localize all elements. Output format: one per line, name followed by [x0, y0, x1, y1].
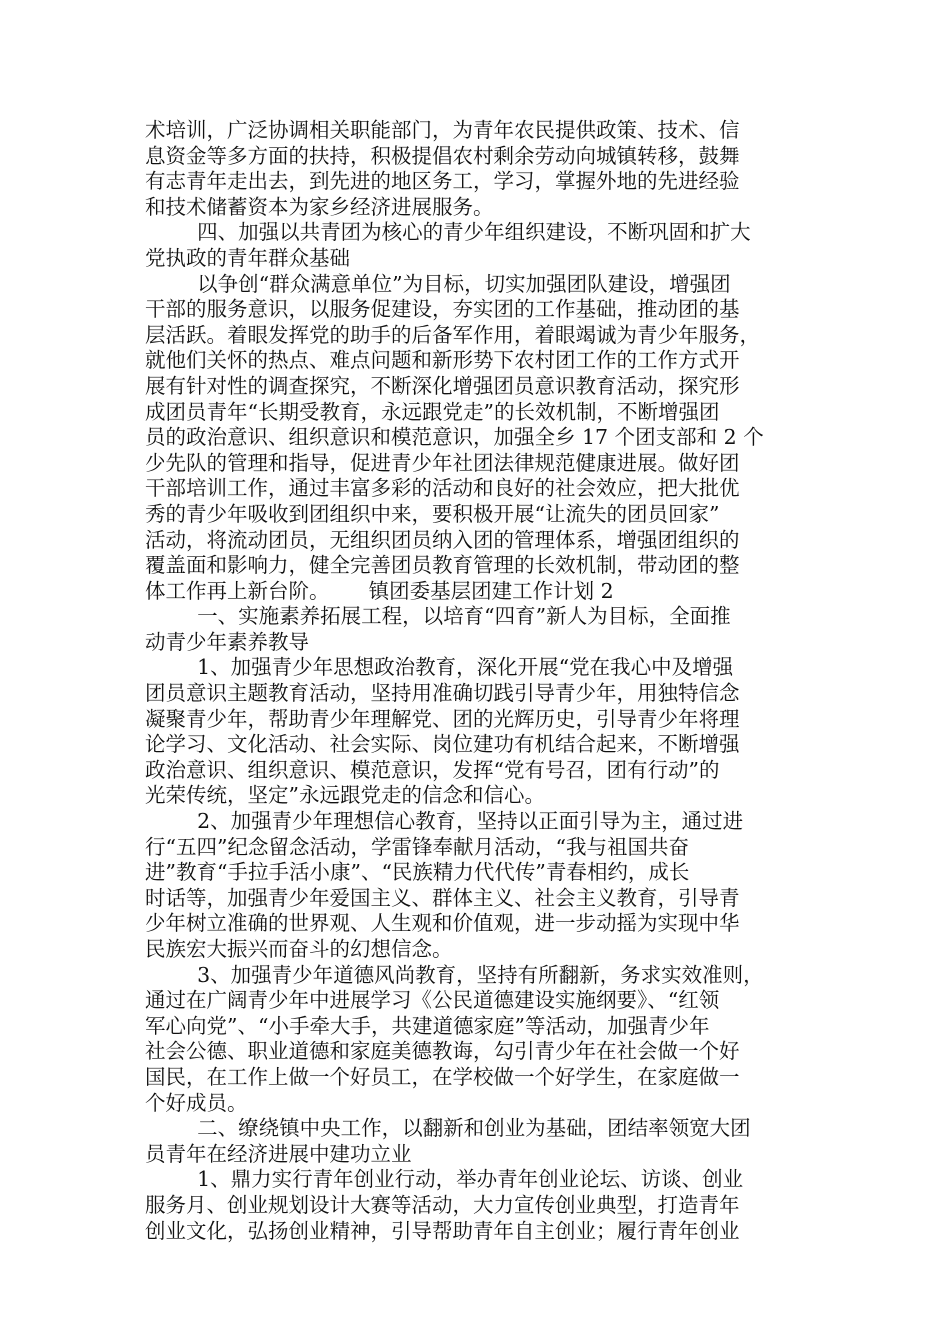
text-line: 少年树立准确的世界观、人生观和价值观，进一步动摇为实现中华	[145, 911, 740, 936]
text-line: 军心向党”、“小手牵大手，共建道德家庭”等活动，加强青少年	[145, 1013, 710, 1038]
text-line: 3、加强青少年道德风尚教育，坚持有所翻新，务求实效准则，	[145, 962, 764, 987]
text-line: 创业文化，弘扬创业精神，引导帮助青年自主创业；履行青年创业	[145, 1218, 740, 1243]
text-line: 通过在广阔青少年中进展学习《公民道德建设实施纲要》、“红领	[145, 988, 720, 1013]
text-line: 动青少年素养教导	[145, 629, 309, 654]
text-line: 息资金等多方面的扶持，积极提倡农村剩余劳动向城镇转移，鼓舞	[145, 143, 740, 168]
text-line: 员青年在经济进展中建功立业	[145, 1141, 412, 1166]
text-line: 术培训，广泛协调相关职能部门，为青年农民提供政策、技术、信	[145, 118, 740, 142]
text-line: 有志青年走出去，到先进的地区务工，学习，掌握外地的先进经验	[145, 169, 740, 194]
text-line: 干部培训工作，通过丰富多彩的活动和良好的社会效应，把大批优	[145, 476, 740, 501]
text-line: 体工作再上新台阶。 镇团委基层团建工作计划 2	[145, 578, 614, 603]
text-line: 以争创“群众满意单位”为目标，切实加强团队建设，增强团	[145, 271, 731, 296]
text-line: 少先队的管理和指导，促进青少年社团法律规范健康进展。做好团	[145, 450, 740, 475]
text-line: 党执政的青年群众基础	[145, 245, 350, 270]
text-line: 光荣传统，坚定”永远跟党走的信念和信心。	[145, 783, 545, 808]
text-line: 二、缭绕镇中央工作，以翻新和创业为基础，团结率领宽大团	[145, 1116, 751, 1141]
text-line: 活动，将流动团员，无组织团员纳入团的管理体系，增强团组织的	[145, 527, 740, 552]
text-line: 秀的青少年吸收到团组织中来，要积极开展“让流失的团员回家”	[145, 501, 720, 526]
text-line: 和技术储蓄资本为家乡经济进展服务。	[145, 194, 494, 219]
text-line: 时话等，加强青少年爱国主义、群体主义、社会主义教育，引导青	[145, 885, 740, 910]
text-line: 论学习、文化活动、社会实际、岗位建功有机结合起来，不断增强	[145, 732, 740, 757]
text-line: 行“五四”纪念留念活动，学雷锋奉献月活动，“我与祖国共奋	[145, 834, 689, 859]
text-line: 进”教育“手拉手活小康”、“民族精力代代传”青春相约，成长	[145, 860, 690, 885]
text-line: 层活跃。着眼发挥党的助手的后备军作用，着眼竭诚为青少年服务，	[145, 322, 760, 347]
document-body	[145, 118, 810, 1244]
text-line: 社会公德、职业道德和家庭美德教诲，勾引青少年在社会做一个好	[145, 1039, 740, 1064]
text-line: 1、加强青少年思想政治教育，深化开展“党在我心中及增强	[145, 655, 734, 680]
text-line: 四、加强以共青团为核心的青少年组织建设，不断巩固和扩大	[145, 220, 751, 245]
text-line: 团员意识主题教育活动，坚持用准确切践引导青少年，用独特信念	[145, 681, 740, 706]
text-line: 一、实施素养拓展工程，以培育“四育”新人为目标，全面推	[145, 604, 731, 629]
text-line: 就他们关怀的热点、难点问题和新形势下农村团工作的工作方式开	[145, 348, 740, 373]
text-line: 覆盖面和影响力，健全完善团员教育管理的长效机制，带动团的整	[145, 553, 740, 578]
text-line: 1、鼎力实行青年创业行动，举办青年创业论坛、访谈、创业	[145, 1167, 744, 1192]
text-line: 服务月、创业规划设计大赛等活动，大力宣传创业典型，打造青年	[145, 1192, 740, 1217]
text-line: 员的政治意识、组织意识和模范意识，加强全乡 17 个团支部和 2 个	[145, 425, 764, 450]
text-line: 民族宏大振兴而奋斗的幻想信念。	[145, 937, 453, 961]
text-line: 2、加强青少年理想信心教育，坚持以正面引导为主，通过进	[145, 809, 744, 834]
text-line: 国民，在工作上做一个好员工，在学校做一个好学生，在家庭做一	[145, 1064, 740, 1089]
text-line: 凝聚青少年，帮助青少年理解党、团的光辉历史，引导青少年将理	[145, 706, 740, 731]
text-line: 展有针对性的调查探究，不断深化增强团员意识教育活动，探究形	[145, 373, 740, 398]
text-line: 政治意识、组织意识、模范意识，发挥“党有号召，团有行动”的	[145, 757, 720, 782]
text-line: 干部的服务意识，以服务促建设，夯实团的工作基础，推动团的基	[145, 297, 740, 322]
text-line: 成团员青年“长期受教育，永远跟党走”的长效机制，不断增强团	[145, 399, 720, 424]
text-line: 个好成员。	[145, 1090, 248, 1115]
